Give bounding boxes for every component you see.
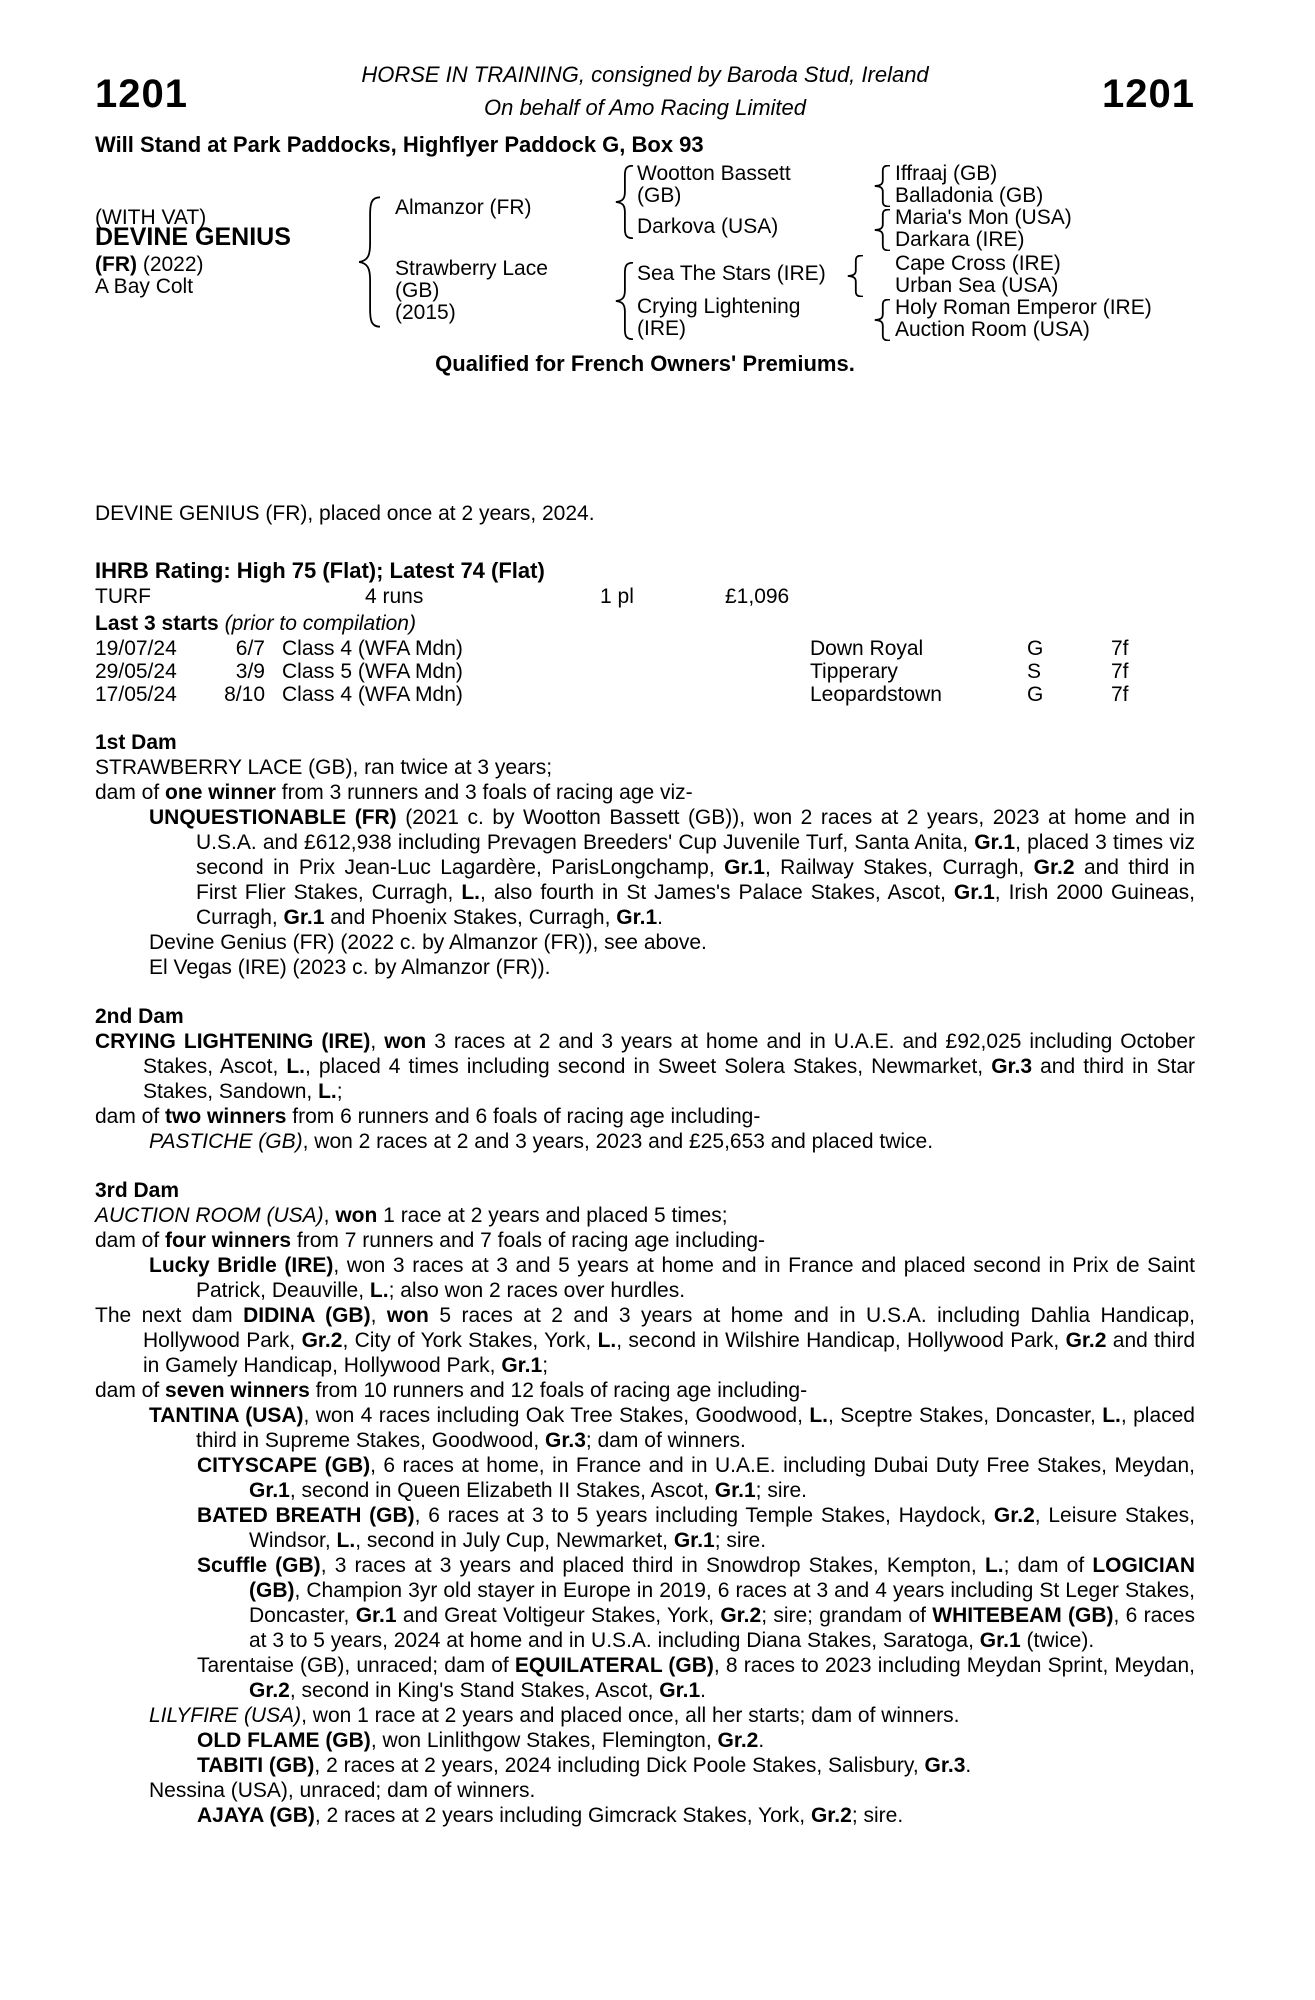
qualified-premiums-line: Qualified for French Owners' Premiums. — [435, 351, 855, 376]
start-going: G — [1027, 683, 1044, 706]
start-race: Class 5 (WFA Mdn) — [282, 660, 463, 683]
paragraph-didina: The next dam DIDINA (GB), won 5 races at 2 and 3 years at home and in U.S.A. including Dahlia Handicap, Hollywood Park, Gr.2, City of York Stakes, York, L., second in Wilshire Handicap, Hollywood Park, Gr.2 and third in Gamely Handicap, Hollywood Park, Gr.1; — [95, 1304, 1196, 1377]
surface-record-row — [95, 584, 1195, 610]
start-date: 17/05/24 — [95, 683, 177, 706]
start-course: Tipperary — [810, 660, 898, 683]
start-position: 6/7 — [235, 637, 265, 660]
places-value: 1 pl — [600, 585, 634, 608]
start-going: G — [1027, 637, 1044, 660]
pedigree-brace-pair4 — [874, 299, 890, 341]
lot-number-right: 1201 — [1102, 72, 1195, 116]
paragraph-devine-genius: Devine Genius (FR) (2022 c. by Almanzor (FR)), see above. — [149, 931, 707, 954]
great-grandparent-4: Darkara (IRE) — [895, 228, 1025, 251]
third-dam-heading: 3rd Dam — [95, 1179, 180, 1202]
pedigree-brace-pair3 — [847, 255, 863, 297]
sire-sire-line2: (GB) — [637, 184, 682, 207]
start-date: 29/05/24 — [95, 660, 177, 683]
lot-number-left: 1201 — [95, 72, 188, 116]
paragraph-dam-of-two-winners: dam of two winners from 6 runners and 6 foals of racing age including- — [95, 1105, 761, 1128]
start-race: Class 4 (WFA Mdn) — [282, 637, 463, 660]
pedigree-table — [95, 163, 1195, 345]
last-starts-title — [95, 612, 1195, 635]
paragraph-old-flame: OLD FLAME (GB), won Linlithgow Stakes, Flemington, Gr.2. — [197, 1729, 765, 1752]
start-distance: 7f — [1111, 683, 1129, 706]
vat-note: (WITH VAT) — [95, 206, 207, 229]
paragraph-nessina: Nessina (USA), unraced; dam of winners. — [149, 1779, 536, 1802]
sire-sire-line1: Wootton Bassett — [637, 162, 791, 185]
great-grandparent-8: Auction Room (USA) — [895, 318, 1090, 341]
paragraph-strawberry-lace: STRAWBERRY LACE (GB), ran twice at 3 years; — [95, 756, 553, 779]
paragraph-pastiche: PASTICHE (GB), won 2 races at 2 and 3 years, 2023 and £25,653 and placed twice. — [149, 1130, 934, 1153]
last-starts-table — [95, 612, 1195, 706]
start-course: Leopardstown — [810, 683, 942, 706]
rating-line: IHRB Rating: High 75 (Flat); Latest 74 (Flat) — [95, 558, 545, 583]
start-date: 19/07/24 — [95, 637, 177, 660]
start-race: Class 4 (WFA Mdn) — [282, 683, 463, 706]
surface-label: TURF — [95, 585, 151, 608]
pedigree-brace-pair2 — [874, 209, 890, 251]
sire-name: Almanzor (FR) — [395, 196, 532, 219]
stand-location-line: Will Stand at Park Paddocks, Highflyer Paddock G, Box 93 — [95, 132, 704, 157]
start-going: S — [1027, 660, 1042, 683]
paragraph-lucky-bridle: Lucky Bridle (IRE), won 3 races at 3 and 5 years at home and in France and placed second in Prix de Saint Patrick, Deauville, L.; also won 2 races over hurdles. — [149, 1254, 1195, 1302]
paragraph-bated-breath: BATED BREATH (GB), 6 races at 3 to 5 years including Temple Stakes, Haydock, Gr.2, Leisure Stakes, Windsor, L., second in July Cup, Newmarket, Gr.1; sire. — [197, 1504, 1195, 1552]
paragraph-tabiti: TABITI (GB), 2 races at 2 years, 2024 including Dick Poole Stakes, Salisbury, Gr.3. — [197, 1754, 972, 1777]
pedigree-brace-pair1 — [874, 165, 890, 207]
great-grandparent-2: Balladonia (GB) — [895, 184, 1044, 207]
paragraph-crying-lightening: CRYING LIGHTENING (IRE), won 3 races at 2 and 3 years at home and in U.A.E. and £92,025 including October Stakes, Ascot, L., placed 4 times including second in Sweet Solera Stakes, Newmarket, Gr.3 and third in Star Stakes, Sandown, L.; — [95, 1030, 1196, 1103]
second-dam-heading: 2nd Dam — [95, 1005, 184, 1028]
start-distance: 7f — [1111, 637, 1129, 660]
paragraph-dam-of-four-winners: dam of four winners from 7 runners and 7 foals of racing age including- — [95, 1229, 765, 1252]
start-row — [95, 683, 1195, 706]
great-grandparent-6: Urban Sea (USA) — [895, 274, 1059, 297]
dam-name-line3: (2015) — [395, 301, 456, 324]
great-grandparent-3: Maria's Mon (USA) — [895, 206, 1072, 229]
dam-name-line1: Strawberry Lace — [395, 257, 548, 280]
dam-dam-line1: Crying Lightening — [637, 295, 801, 318]
paragraph-tarentaise: Tarentaise (GB), unraced; dam of EQUILATERAL (GB), 8 races to 2023 including Meydan Sprint, Meydan, Gr.2, second in King's Stand Stakes, Ascot, Gr.1. — [197, 1654, 1195, 1702]
paragraph-ajaya: AJAYA (GB), 2 races at 2 years including Gimcrack Stakes, York, Gr.2; sire. — [197, 1804, 904, 1827]
horse-foaled-year: (2022) — [142, 253, 204, 276]
earnings-value: £1,096 — [725, 585, 790, 608]
horse-suffix-year — [95, 254, 204, 276]
paragraph-dam-of-seven-winners: dam of seven winners from 10 runners and 12 foals of racing age including- — [95, 1379, 808, 1402]
dam-dam-line2: (IRE) — [637, 317, 686, 340]
great-grandparent-7: Holy Roman Emperor (IRE) — [895, 296, 1152, 319]
runs-value: 4 runs — [365, 585, 424, 608]
start-course: Down Royal — [810, 637, 924, 660]
dam-name-line2: (GB) — [395, 279, 440, 302]
start-position: 8/10 — [224, 683, 265, 706]
consignor-line: HORSE IN TRAINING, consigned by Baroda Stud, Ireland — [361, 62, 929, 87]
first-dam-heading: 1st Dam — [95, 731, 177, 754]
start-row — [95, 637, 1195, 660]
horse-colour-sex: A Bay Colt — [95, 275, 194, 298]
paragraph-unquestionable: UNQUESTIONABLE (FR) (2021 c. by Wootton Bassett (GB)), won 2 races at 2 years, 2023 at home and in U.S.A. and £612,938 including Prevagen Breeders' Cup Juvenile Turf, Santa Anita, Gr.1, placed 3 times viz second in Prix Jean-Luc Lagardère, ParisLongchamp, Gr.1, Railway Stakes, Curragh, Gr.2 and third in First Flier Stakes, Curragh, L., also fourth in St James's Palace Stakes, Ascot, Gr.1, Irish 2000 Guineas, Curragh, Gr.1 and Phoenix Stakes, Curragh, Gr.1. — [149, 806, 1196, 929]
horse-race-summary: DEVINE GENIUS (FR), placed once at 2 years, 2024. — [95, 502, 595, 525]
paragraph-el-vegas: El Vegas (IRE) (2023 c. by Almanzor (FR)). — [149, 956, 551, 979]
horse-country-suffix: (FR) — [95, 253, 137, 276]
start-distance: 7f — [1111, 660, 1129, 683]
dam-sire: Sea The Stars (IRE) — [637, 262, 826, 285]
last-starts-label: Last 3 starts — [95, 612, 219, 635]
start-row — [95, 660, 1195, 683]
great-grandparent-5: Cape Cross (IRE) — [895, 252, 1061, 275]
paragraph-dam-of-one-winner: dam of one winner from 3 runners and 3 foals of racing age viz- — [95, 781, 693, 804]
paragraph-tantina: TANTINA (USA), won 4 races including Oak Tree Stakes, Goodwood, L., Sceptre Stakes, Doncaster, L., placed third in Supreme Stakes, Goodwood, Gr.3; dam of winners. — [149, 1404, 1195, 1452]
last-starts-note: (prior to compilation) — [224, 612, 416, 635]
on-behalf-line: On behalf of Amo Racing Limited — [483, 95, 807, 120]
pedigree-brace-sire — [615, 165, 633, 239]
horse-name: DEVINE GENIUS — [95, 223, 291, 251]
sire-dam: Darkova (USA) — [637, 215, 779, 238]
page-header — [95, 58, 1195, 124]
paragraph-cityscape: CITYSCAPE (GB), 6 races at home, in France and in U.A.E. including Dubai Duty Free Stakes, Meydan, Gr.1, second in Queen Elizabeth II Stakes, Ascot, Gr.1; sire. — [197, 1454, 1195, 1502]
paragraph-auction-room: AUCTION ROOM (USA), won 1 race at 2 years and placed 5 times; — [95, 1204, 728, 1227]
great-grandparent-1: Iffraaj (GB) — [895, 162, 998, 185]
pedigree-brace-outer — [358, 196, 380, 328]
pedigree-brace-dam — [615, 262, 633, 340]
start-position: 3/9 — [235, 660, 265, 683]
paragraph-scuffle: Scuffle (GB), 3 races at 3 years and placed third in Snowdrop Stakes, Kempton, L.; dam of LOGICIAN (GB), Champion 3yr old stayer in Europe in 2019, 6 races at 3 and 4 years including St Leger Stakes, Doncaster, Gr.1 and Great Voltigeur Stakes, York, Gr.2; sire; grandam of WHITEBEAM (GB), 6 races at 3 to 5 years, 2024 at home and in U.S.A. including Diana Stakes, Saratoga, Gr.1 (twice). — [197, 1554, 1196, 1652]
paragraph-lilyfire: LILYFIRE (USA), won 1 race at 2 years and placed once, all her starts; dam of winners. — [149, 1704, 960, 1727]
